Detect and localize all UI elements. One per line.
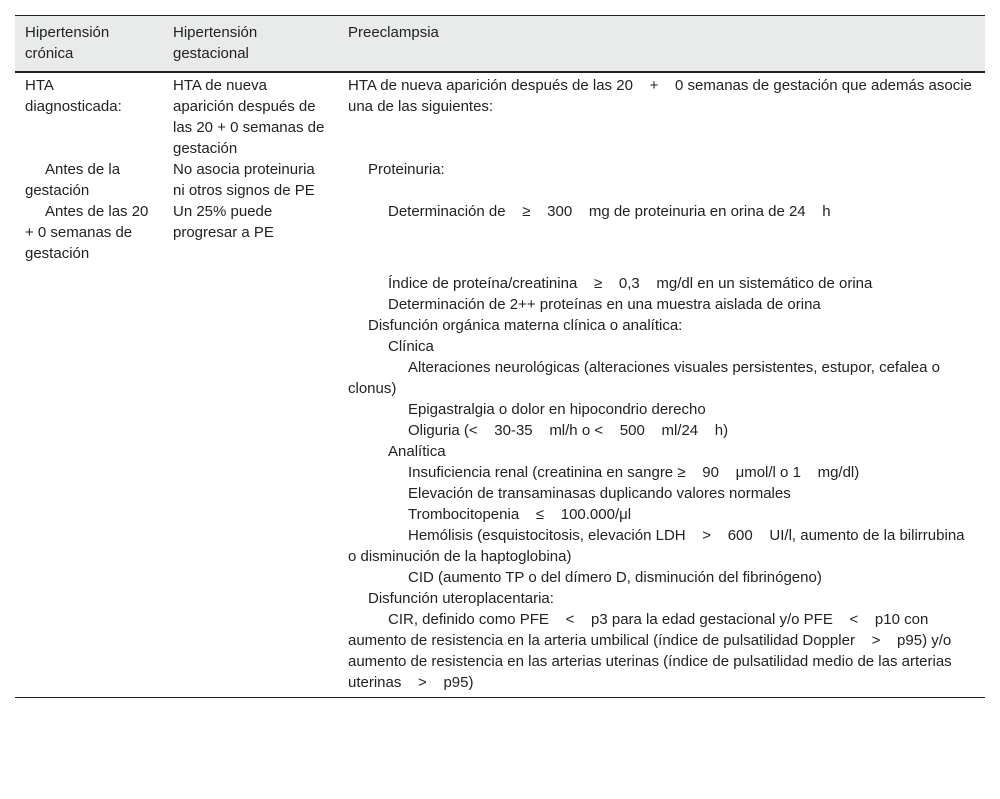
header-row (15, 16, 985, 73)
analytical-thrombocytopenia: Trombocitopenia ≤ 100.000/μl (408, 506, 632, 523)
gestational-cell-note1 (163, 159, 338, 201)
table-row (15, 264, 985, 698)
chronic-cell-item1 (15, 159, 163, 201)
header-gestational-hypertension: Hipertensión gestacional (163, 16, 338, 73)
header-chronic-hypertension: Hipertensión crónica (15, 16, 163, 73)
preeclampsia-cell-prot1 (338, 201, 985, 264)
gestational-note-progression: Un 25% puede progresar a PE (173, 203, 274, 241)
table-row (15, 72, 985, 159)
analytical-cid: CID (aumento TP o del dímero D, disminución del fibrinógeno) (408, 569, 822, 586)
table-row (15, 201, 985, 264)
preeclampsia-cell-intro (338, 72, 985, 159)
proteinuria-heading: Proteinuria: (368, 161, 445, 178)
gestational-definition: HTA de nueva aparición después de las 20 + 0 semanas de gestación (173, 77, 325, 157)
analytical-renal-insufficiency: Insuficiencia renal (creatinina en sangre ≥ 90 μmol/l o 1 mg/dl) (408, 464, 860, 481)
proteinuria-criterion-24h: Determinación de ≥ 300 mg de proteinuria en orina de 24 h (388, 203, 831, 220)
chronic-definition: HTA diagnosticada: (25, 77, 122, 115)
chronic-item-before-20-weeks: Antes de las 20 + 0 semanas de gestación (25, 203, 153, 262)
clinical-oliguria: Oliguria (< 30-35 ml/h o < 500 ml/24 h) (408, 422, 729, 439)
table (15, 15, 985, 698)
gestational-cell-empty (163, 264, 338, 698)
preeclampsia-intro: HTA de nueva aparición después de las 20 + 0 semanas de gestación que además asocie una de las siguientes: (348, 77, 977, 115)
analytical-heading: Analítica (388, 443, 446, 460)
gestational-cell-definition (163, 72, 338, 159)
clinical-epigastralgia: Epigastralgia o dolor en hipocondrio derecho (408, 401, 706, 418)
header-preeclampsia: Preeclampsia (338, 16, 985, 73)
clinical-heading: Clínica (388, 338, 434, 355)
gestational-note-no-proteinuria: No asocia proteinuria ni otros signos de PE (173, 161, 315, 199)
chronic-cell-definition (15, 72, 163, 159)
spacer (348, 264, 975, 273)
uteroplacental-cir: CIR, definido como PFE < p3 para la edad gestacional y/o PFE < p10 con aumento de resistencia en la arteria umbilical (índice de pulsatilidad Doppler > p95) y/o aumento de resistencia en las arterias uterinas (índice de pulsatilidad medio de las arterias uterinas > p95) (348, 611, 956, 691)
proteinuria-criterion-2plus: Determinación de 2++ proteínas en una muestra aislada de orina (388, 296, 821, 313)
table-body (15, 72, 985, 698)
chronic-cell-empty (15, 264, 163, 698)
uteroplacental-dysfunction-heading: Disfunción uteroplacentaria: (368, 590, 554, 607)
chronic-cell-item2 (15, 201, 163, 264)
preeclampsia-cell-proteinuria (338, 159, 985, 201)
hypertension-classification-table (15, 15, 985, 698)
analytical-hemolysis: Hemólisis (esquistocitosis, elevación LDH > 600 UI/l, aumento de la bilirrubina o disminución de la haptoglobina) (348, 527, 969, 565)
chronic-item-before-gestation: Antes de la gestación (25, 161, 121, 199)
gestational-cell-note2 (163, 201, 338, 264)
preeclampsia-cell-criteria (338, 264, 985, 698)
analytical-transaminases: Elevación de transaminasas duplicando valores normales (408, 485, 791, 502)
clinical-neurological: Alteraciones neurológicas (alteraciones visuales persistentes, estupor, cefalea o clonus) (348, 359, 940, 397)
maternal-dysfunction-heading: Disfunción orgánica materna clínica o analítica: (368, 317, 683, 334)
table-header (15, 16, 985, 73)
table-row (15, 159, 985, 201)
proteinuria-criterion-ratio: Índice de proteína/creatinina ≥ 0,3 mg/dl en un sistemático de orina (388, 275, 873, 292)
